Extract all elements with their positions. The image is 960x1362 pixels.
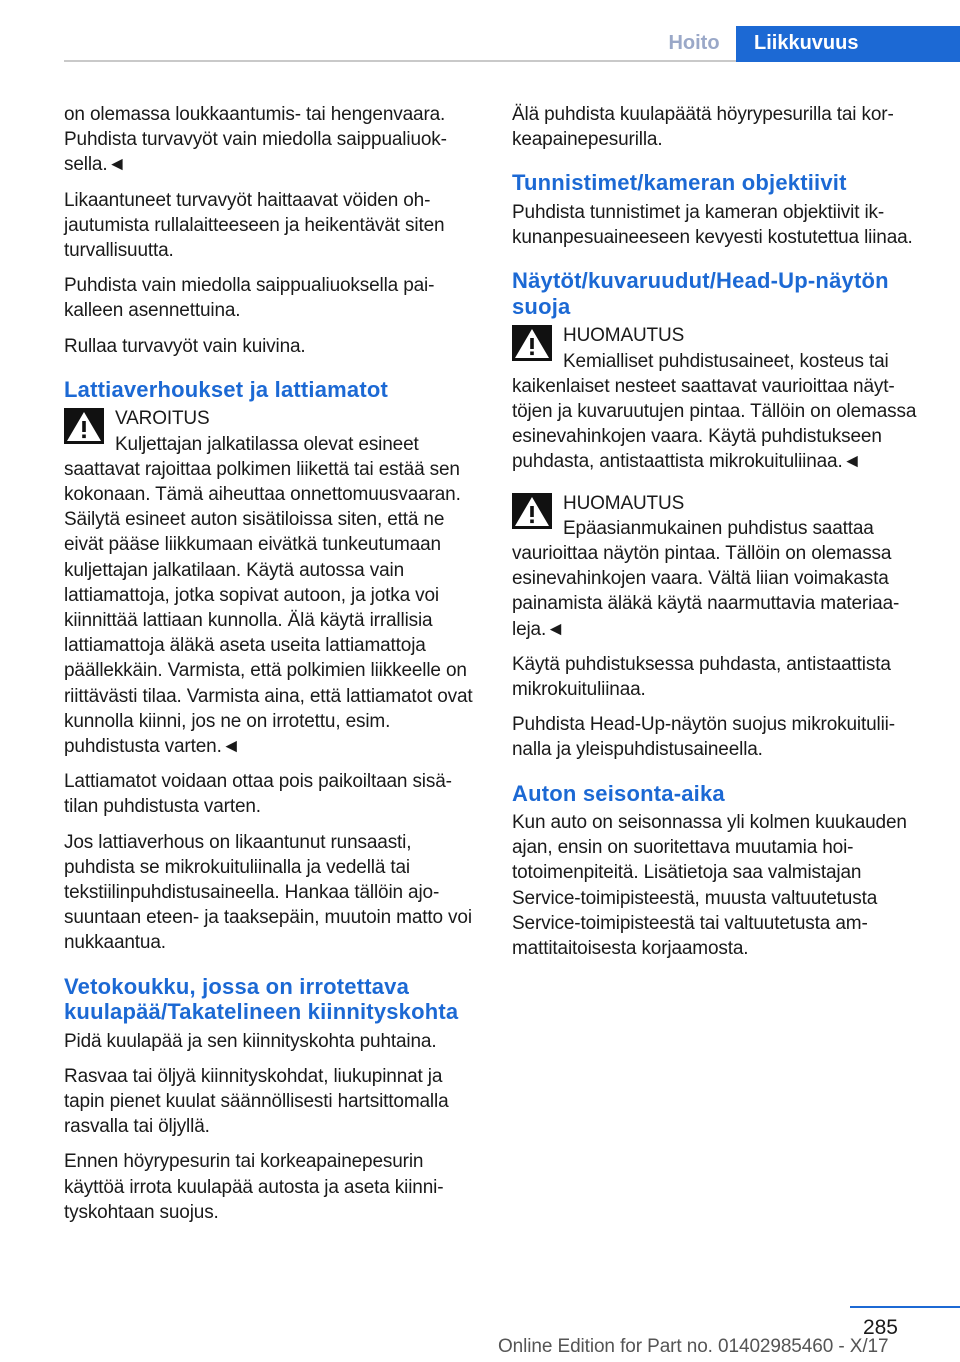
notice-box <box>512 323 928 474</box>
warning-triangle-icon <box>512 325 552 361</box>
edition-text: Online Edition for Part no. 01402985460 - X/17 <box>498 1336 889 1357</box>
paragraph: Puhdista Head-Up-näytön suojus mikrokuituliinalla ja yleispuhdistusaineella. <box>512 714 896 761</box>
section-heading-floor: Lattiaverhoukset ja lattiamatot <box>64 376 389 402</box>
paragraph: Kun auto on seisonnassa yli kolmen kuukauden ajan, ensin on suoritettava muutamia hoitotoimenpiteitä. Lisätietoja saa valmistajan Service-toimipisteestä, muusta valtuutetusta Service-toimipisteestä tai valtuutetusta ammattitaitoisesta korjaamosta. <box>512 812 907 960</box>
warning-title: VAROITUS <box>115 408 210 430</box>
paragraph: Pidä kuulapää ja sen kiinnityskohta puhtaina. <box>64 1030 437 1052</box>
notice-box <box>512 491 928 642</box>
left-column <box>64 102 479 1235</box>
section-heading-tow: Vetokoukku, jossa on irrotettava kuulapää/Takatelineen kiinnityskohta <box>64 973 459 1025</box>
paragraph: Lattiamatot voidaan ottaa pois paikoiltaan sisätilan puhdistusta varten. <box>64 771 452 818</box>
notice-title: HUOMAUTUS <box>563 492 685 514</box>
paragraph: Ennen höyrypesurin tai korkeapainepesurin käyttöä irrota kuulapää autosta ja aseta kiinnityskohtaan suojus. <box>64 1151 444 1223</box>
warning-triangle-icon <box>64 408 104 444</box>
section-heading-storage: Auton seisonta-aika <box>512 780 725 806</box>
paragraph: Rullaa turvavyöt vain kuivina. <box>64 335 306 357</box>
paragraph: Puhdista vain miedolla saippualiuoksella paikalleen asennettuina. <box>64 275 435 322</box>
paragraph: Likaantuneet turvavyöt haittaavat vöiden ohjautumista rullalaitteeseen ja heikentävät siten turvallisuutta. <box>64 189 445 262</box>
footer-rule <box>850 1306 960 1308</box>
paragraph: Puhdista tunnistimet ja kameran objektiivit ikkunanpesuaineeseen kevyesti kostutettua liinaa. <box>512 201 913 249</box>
notice-title: HUOMAUTUS <box>563 325 685 347</box>
notice-text: Kemialliset puhdistusaineet, kosteus tai kaikenlaiset nesteet saattavat vaurioittaa näyttöjen ja kuvaruutujen pintaa. Tällöin on olemassa esinevahinkojen vaara. Käytä puhdistukseen puhdasta, antistaattista mikrokuituliinaa.◄ <box>512 350 917 473</box>
notice-text: Epäasianmukainen puhdistus saattaa vaurioittaa näytön pintaa. Tällöin on olemassa esinevahinkojen vaara. Vältä liian voimakasta painamista äläkä käytä naarmuttavia materiaaleja.◄ <box>512 517 900 640</box>
right-column <box>512 102 928 971</box>
paragraph: on olemassa loukkaantumis- tai hengenvaara. Puhdista turvavyöt vain miedolla saippualiuoksella.◄ <box>64 104 447 176</box>
paragraph: Käytä puhdistuksessa puhdasta, antistaattista mikrokuituliinaa. <box>512 653 891 700</box>
paragraph: Rasvaa tai öljyä kiinnityskohdat, liukupinnat ja tapin pienet kuulat säännöllisesti hartsittomalla rasvalla tai öljyllä. <box>64 1065 449 1138</box>
paragraph: Älä puhdista kuulapäätä höyrypesurilla tai korkeapainepesurilla. <box>512 104 894 151</box>
warning-text: Kuljettajan jalkatilassa olevat esineet saattavat rajoittaa polkimen liikettä tai estää sen kokonaan. Tämä aiheuttaa onnettomuusvaaran. Säilytä esineet auton sisätiloissa siten, että ne eivät pääse liikkumaan eivätkä tunkeutumaan kuljettajan jalkatilaan. Käytä autossa vain lattiamattoja, jotka sopivat autoon, ja jotka voi kiinnittää lattiaan kunnolla. Älä käytä irrallisia lattiamattoja äläkä aseta useita lattiamattoja päällekkäin. Varmista, että polkimien liikkeelle on riittävästi tilaa. Varmista aina, että lattiamatot ovat kunnolla kiinni, jos ne on irrotettu, esim. puhdistusta varten.◄ <box>64 433 473 757</box>
warning-box <box>64 406 479 759</box>
section-heading-sensor: Tunnistimet/kameran objektiivit <box>512 170 847 196</box>
warning-triangle-icon <box>512 493 552 529</box>
tab-hoito[interactable]: Hoito <box>668 32 720 54</box>
paragraph: Jos lattiaverhous on likaantunut runsaasti, puhdista se mikrokuituliinalla ja vedellä tai tekstiilinpuhdistusaineella. Hankaa tällöin ajosuuntaan eteen- ja taaksepäin, muutoin matto voi nukkaantua. <box>64 831 472 954</box>
tab-liikkuvuus[interactable]: Liikkuvuus <box>736 26 960 62</box>
section-heading-display: Näytöt/kuvaruudut/Head-Up-näytön suoja <box>512 268 889 319</box>
page-number: 285 <box>862 1316 898 1339</box>
